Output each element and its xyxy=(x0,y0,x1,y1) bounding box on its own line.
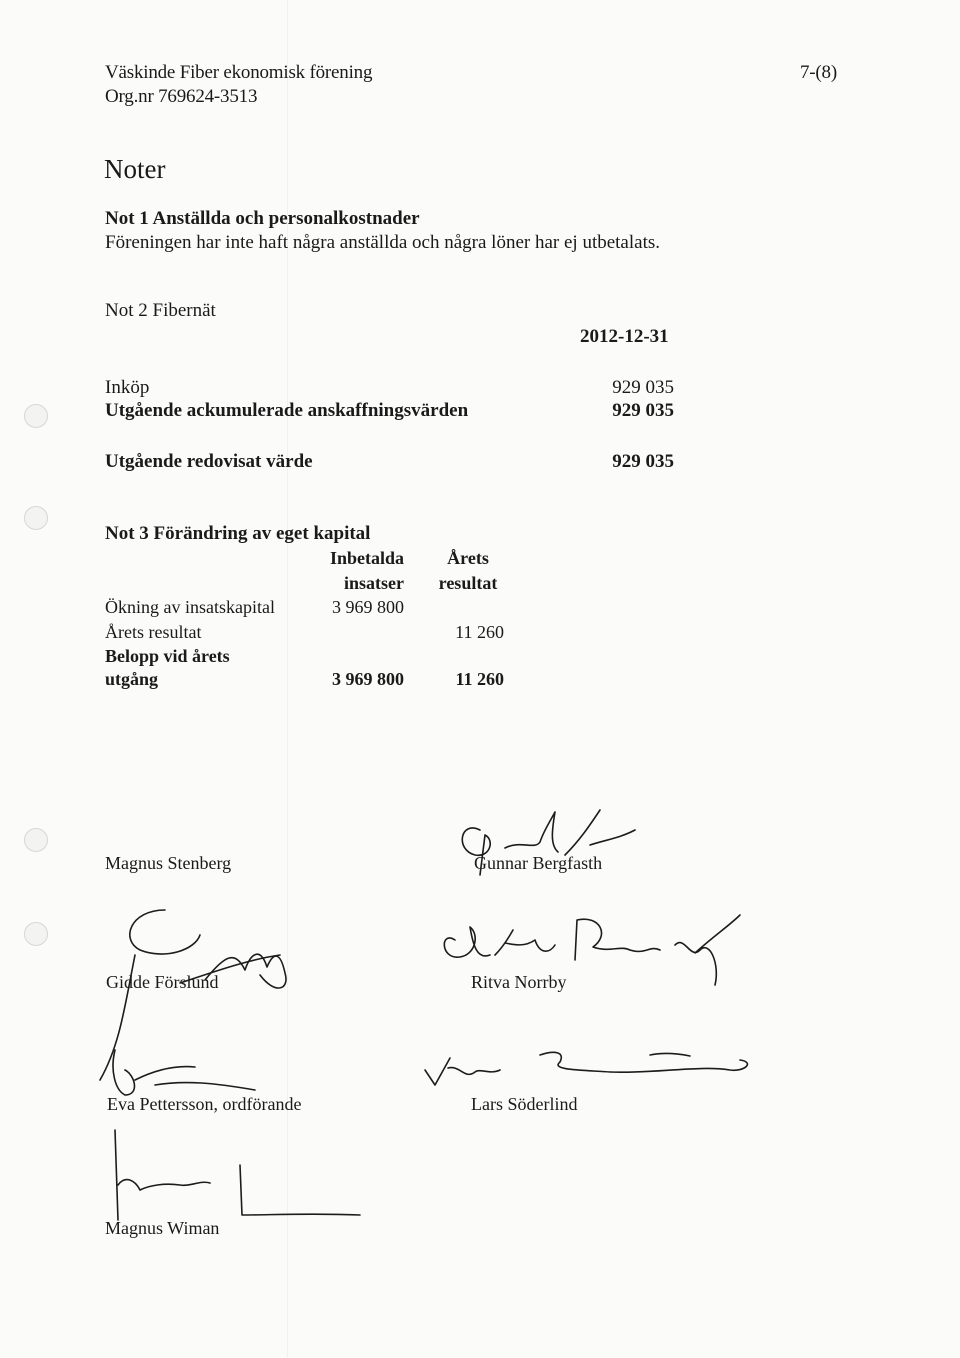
signature-scribble xyxy=(435,905,755,995)
note1-text: Föreningen har inte haft några anställda och några löner har ej utbetalats. xyxy=(105,232,660,253)
note3-col1-header: insatser xyxy=(344,573,404,593)
signatory-name: Gunnar Bergfasth xyxy=(474,853,603,873)
punch-hole xyxy=(24,404,48,428)
signature-scribble xyxy=(95,1035,295,1125)
page-title: Noter xyxy=(104,154,166,184)
note3-col2-header: Årets xyxy=(447,548,489,568)
note2-row-value: 929 035 xyxy=(612,400,674,421)
note1-heading: Not 1 Anställda och personalkostnader xyxy=(105,208,420,229)
org-name: Väskinde Fiber ekonomisk förening xyxy=(105,62,373,83)
signatory-name: Eva Pettersson, ordförande xyxy=(107,1094,302,1114)
note2-date-header: 2012-12-31 xyxy=(580,326,669,347)
note3-row-label: Belopp vid årets xyxy=(105,646,230,666)
note3-col2-header: resultat xyxy=(438,573,498,593)
note2-row-value: 929 035 xyxy=(612,377,674,398)
note3-row-col1: 3 969 800 xyxy=(332,597,404,617)
punch-hole xyxy=(24,922,48,946)
signature-scribble xyxy=(440,800,660,880)
note2-row-value: 929 035 xyxy=(612,451,674,472)
note3-row-col2: 11 260 xyxy=(455,622,504,642)
org-number: Org.nr 769624-3513 xyxy=(105,86,258,107)
signatory-name: Lars Söderlind xyxy=(471,1094,578,1114)
signatory-name: Gidde Förslund xyxy=(106,972,219,992)
note3-row-label: utgång xyxy=(105,669,159,689)
signatory-name: Ritva Norrby xyxy=(471,972,567,992)
page-number: 7-(8) xyxy=(800,62,837,83)
signature-scribble xyxy=(420,1040,780,1100)
note3-row-col1: 3 969 800 xyxy=(332,669,404,689)
signatory-name: Magnus Stenberg xyxy=(105,853,232,873)
note2-heading: Not 2 Fibernät xyxy=(105,300,216,321)
note3-col1-header: Inbetalda xyxy=(329,548,404,568)
signatory-name: Magnus Wiman xyxy=(105,1218,220,1238)
note3-heading: Not 3 Förändring av eget kapital xyxy=(105,523,371,544)
note3-row-col2: 11 260 xyxy=(455,669,504,689)
signature-scribble xyxy=(100,1125,370,1225)
note2-row-label: Inköp xyxy=(105,377,150,398)
punch-hole xyxy=(24,828,48,852)
note3-row-label: Årets resultat xyxy=(105,622,202,642)
note2-row-label: Utgående redovisat värde xyxy=(105,451,313,472)
note2-row-label: Utgående ackumulerade anskaffningsvärden xyxy=(105,400,469,421)
note3-row-label: Ökning av insatskapital xyxy=(105,597,275,617)
punch-hole xyxy=(24,506,48,530)
